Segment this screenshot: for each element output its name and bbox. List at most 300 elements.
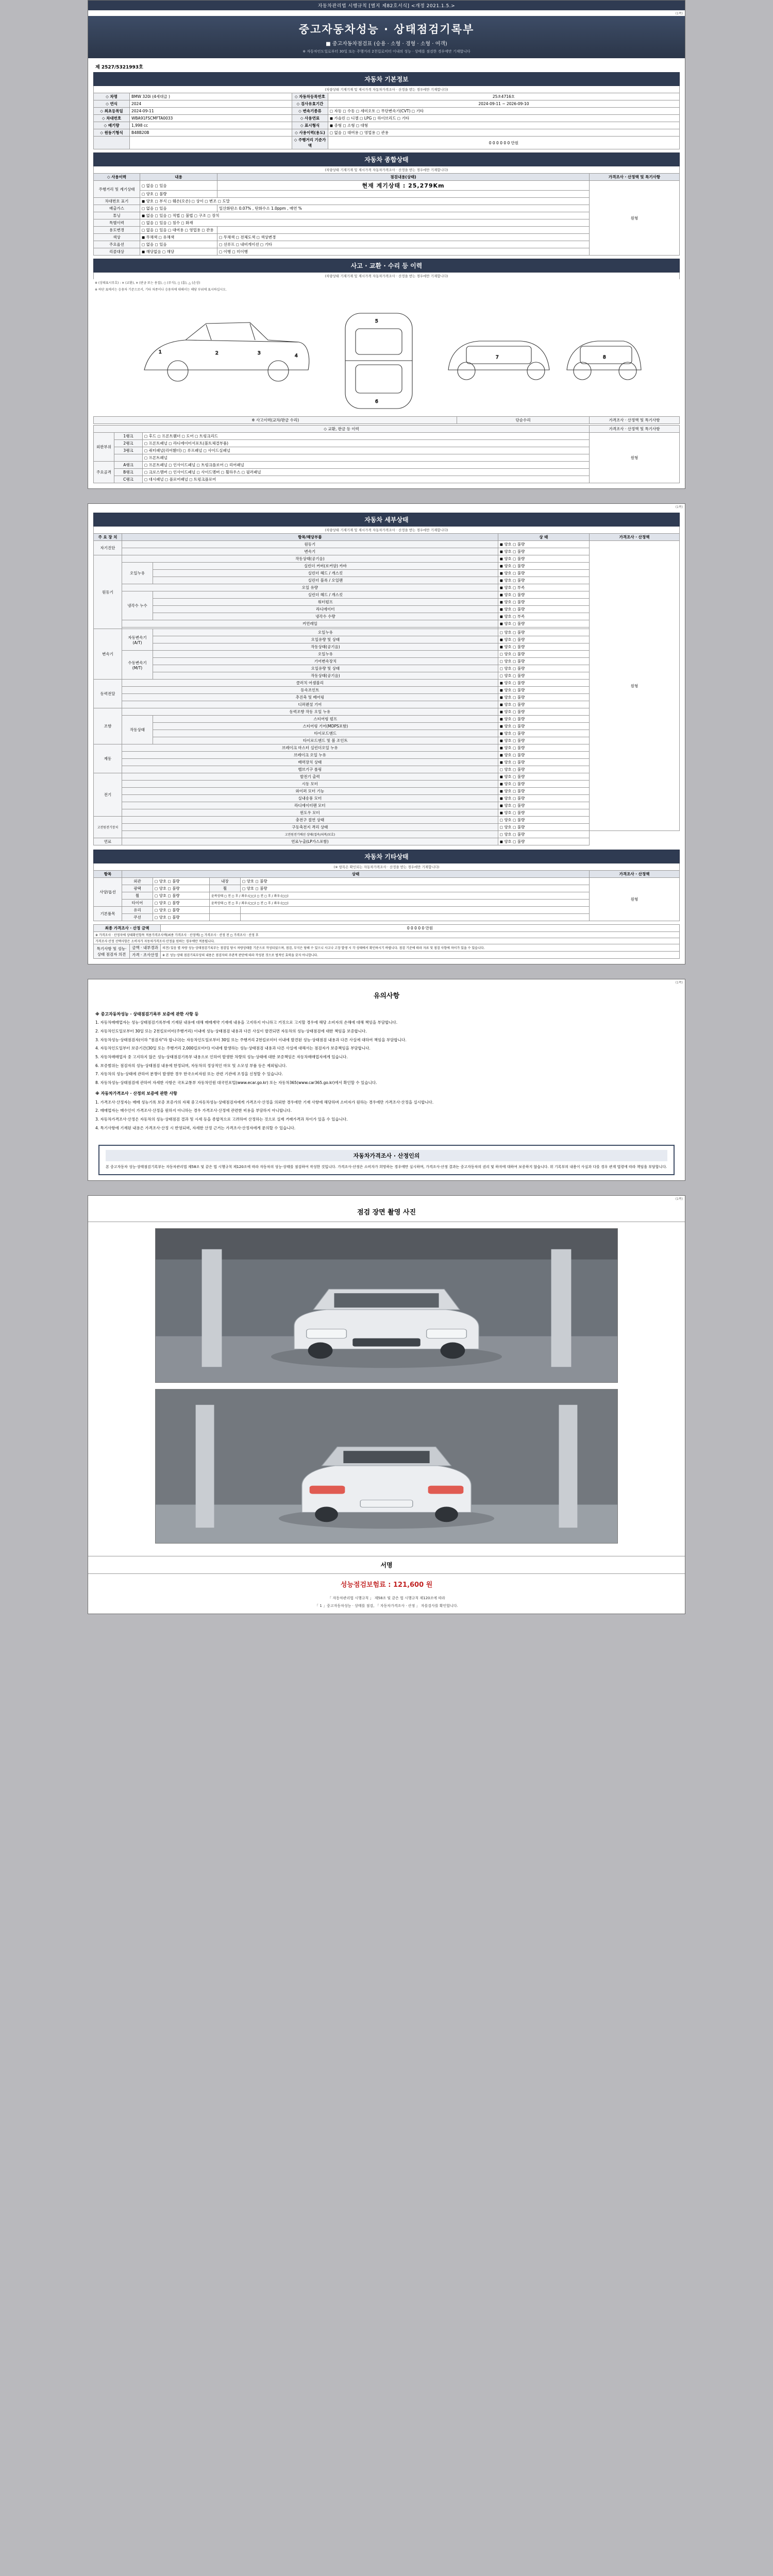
table-row <box>94 115 680 122</box>
insurance-fee-value: 121,600 원 <box>393 1581 433 1589</box>
notice-heading-2: ※ 자동차가격조사 · 산정의 보증에 관한 사항 <box>95 1091 177 1096</box>
part-label: 기어변속장치 <box>153 658 498 665</box>
field-label: ◇ 원동기형식 <box>94 129 130 137</box>
row-state[interactable] <box>217 227 590 234</box>
part-label: 시동 모터 <box>122 781 498 788</box>
sheet-page-1 <box>88 0 685 489</box>
condition-checkboxes[interactable]: ◼ 양호 ◻ 불량 <box>498 555 589 563</box>
footer-line-1: 「 자동차관리법 시행규칙 」 제58조 및 같은 법 시행규칙 제120조에 따라 <box>328 1596 445 1601</box>
section-detail-state-sub: (차량상태 기재기재 및 제시가격 자동차가격조사 · 산정을 받는 경우에만 기재합니다) <box>93 527 680 533</box>
fuel-checkboxes[interactable]: ◼ 가솔린 ◻ 디젤 ◻ LPG ◻ 하이브리드 ◻ 기타 <box>328 115 679 122</box>
svg-text:2: 2 <box>215 351 219 356</box>
part-label: 윈도우 모터 <box>122 809 498 817</box>
col-header-price-note: 가격조사 · 산정액 및 특기사항 <box>590 174 680 181</box>
condition-checkboxes[interactable]: ◼ 양호 ◻ 불량 <box>498 802 589 809</box>
svg-text:6: 6 <box>375 399 378 404</box>
system-transmission: 변속기 <box>94 629 122 680</box>
notice-title: 유의사항 <box>373 992 400 1000</box>
condition-checkboxes[interactable]: ◼ 양호 ◻ 불량 <box>498 599 589 606</box>
subsystem-operation: 작동상태 <box>122 716 153 744</box>
condition-checkboxes[interactable]: ◼ 양호 ◻ 불량 <box>498 643 589 651</box>
page-number-1: (1쪽) <box>675 12 683 15</box>
system-braking: 제동 <box>94 744 122 773</box>
insurance-fee-label: 성능점검보험료 : <box>340 1581 391 1589</box>
other-price-note: 원형 <box>590 878 680 921</box>
part-label: 연료누출(LP가스포함) <box>122 838 498 845</box>
document-title: 중고자동차성능 · 상태점검기록부 <box>298 23 475 36</box>
field-value: 1,998 cc <box>130 122 292 129</box>
table-row <box>94 100 680 108</box>
row-state[interactable]: ◻ 이행 ◻ 미이행 <box>217 248 590 256</box>
svg-text:5: 5 <box>375 319 378 324</box>
part-label: 등속조인트 <box>122 687 498 694</box>
row-state[interactable]: ◻ 무채색 ◻ 전체도색 ◻ 색상변경 <box>217 234 590 241</box>
notice-body <box>88 1004 685 1140</box>
condition-checkboxes[interactable]: ◼ 양호 ◻ 불량 <box>498 570 589 577</box>
system-steering: 조향 <box>94 708 122 744</box>
notice-item-2: 3. 자동차가격조사·산정은 자동차의 성능·상태점검 결과 및 시세 등을 종합적으로 고려하여 산정하는 것으로 실제 거래가격과 차이가 있을 수 있습니다. <box>95 1117 348 1122</box>
car-diagram[interactable] <box>93 293 680 416</box>
row-checkboxes[interactable]: ◼ 없음 ◻ 있음 ◻ 적법 ◻ 불법 ◻ 구조 ◻ 장치 <box>140 212 590 219</box>
group-options: 사양/옵션 <box>94 878 122 907</box>
svg-text:3: 3 <box>258 351 261 356</box>
field-label: ◇ 검사유효기간 <box>292 100 328 108</box>
condition-checkboxes[interactable]: ◻ 양호 ◻ 불량 <box>498 824 589 831</box>
row-checkboxes[interactable]: ◼ 양호 ◻ 부식 ◻ 훼손(오손) ◻ 상이 ◻ 변조 ◻ 도말 <box>140 198 590 205</box>
item-checkboxes[interactable]: ◻ 양호 ◻ 불량 <box>153 892 210 900</box>
condition-checkboxes[interactable]: ◼ 양호 ◻ 불량 <box>498 838 589 845</box>
part-label: 충전구 절연 상태 <box>122 817 498 824</box>
col-header-condition: 상 태 <box>498 534 589 541</box>
notice-item-2: 1. 가격조사·산정자는 매매 성능기록 보증 보증가의 자체 중고자동차성능·상태점검자에게 가격조사·산정을 의뢰한 경우에만 기재 사항에 해당하며 소비자가 원하는 경우에만 가격조사·산정을 실시합니다. <box>95 1099 434 1105</box>
signature-section-title: 서명 <box>88 1556 685 1574</box>
tire-position-checkboxes[interactable]: 윤곽상태 ◻ 전 ◻ 후 / 좌우:(◻◻) ◻ 전 ◻ 후 / 좌우:(◻◻) <box>210 900 590 907</box>
row-label: 튜닝 <box>94 212 140 219</box>
condition-checkboxes[interactable]: ◻ 양호 ◻ 불량 <box>498 665 589 672</box>
part-label: 고전원전기배선 상태(접속/피복/보호) <box>122 831 498 838</box>
other-state-table <box>93 870 680 921</box>
item-blank <box>241 914 590 921</box>
notice-item: 4. 자동차인도일부터 보증기간(30일 또는 주행거리 2,000킬로미터) 이내에 발생하는 성능·상태점검 내용과 다른 사실에 대해서는 점검자가 보증책임을 부담합니다. <box>95 1046 371 1051</box>
part-label: 작동상태(공기음) <box>122 555 498 563</box>
photo-rear-graphic <box>156 1389 617 1543</box>
section-accident-history-sub: (차량상태 기재기재 및 제시가격 자동차가격조사 · 산정을 받는 경우에만 기재합니다) <box>93 273 680 279</box>
part-label: 오일유량 및 상태 <box>153 665 498 672</box>
basic-info-table <box>93 93 680 149</box>
part-label: 타이로드엔드 및 볼 조인트 <box>153 737 498 744</box>
part-label: 실린더 블록 / 오일팬 <box>153 577 498 584</box>
sheet-page-2 <box>88 503 685 964</box>
final-price-value: 0 0 0 0 0 만원 <box>161 925 680 932</box>
svg-text:8: 8 <box>603 355 606 360</box>
part-label: 밸브기구 롤링 <box>122 766 498 773</box>
condition-checkboxes[interactable]: ◼ 양호 ◻ 불량 <box>498 687 589 694</box>
field-value: 25초4716호 <box>328 93 679 100</box>
row-checkboxes[interactable]: ◻ 없음 ◻ 있음 <box>140 181 217 191</box>
part-label: 변속기 <box>122 548 498 555</box>
notice-item: 2. 자동차인도일로부터 30일 또는 2천킬로미터(주행거리) 이내에 성능·상태점검 내용과 다른 사실이 발견되면 자동차의 성능·상태점검에 대한 책임을 보증합니다. <box>95 1029 367 1034</box>
condition-checkboxes[interactable]: ◼ 양호 ◻ 불량 <box>498 788 589 795</box>
field-label: ◇ 사용연료 <box>292 115 328 122</box>
table-row <box>94 129 680 137</box>
table-row <box>94 122 680 129</box>
col-header-part: 항목/해당부품 <box>122 534 498 541</box>
part-label: 냉각수 수량 <box>153 613 498 620</box>
rank-label <box>114 454 143 462</box>
notice-item-2: 4. 특기사항에 기재된 내용은 가격조사·산정 시 반영되며, 자세한 산정 근거는 가격조사·산정자에게 문의할 수 있습니다. <box>95 1125 296 1130</box>
condition-checkboxes[interactable]: ◼ 양호 ◻ 불량 <box>498 548 589 555</box>
detail-state-table <box>93 533 680 845</box>
row-label: 색상 <box>94 234 140 241</box>
parts-price-note-header: 가격조사 · 산정액 및 특기사항 <box>590 426 680 433</box>
item-checkboxes[interactable]: ◻ 양호 ◻ 불량 <box>241 885 590 892</box>
wheel-position-checkboxes[interactable]: 윤곽상태 ◻ 전 ◻ 후 / 좌우:(◻◻) ◻ 전 ◻ 후 / 좌우:(◻◻) <box>210 892 590 900</box>
condition-checkboxes[interactable]: ◼ 양호 ◻ 불량 <box>498 606 589 613</box>
condition-checkboxes[interactable]: ◼ 양호 ◻ 불량 <box>498 730 589 737</box>
condition-checkboxes[interactable]: ◼ 양호 ◻ 불량 <box>498 781 589 788</box>
declaration-title: 자동차가격조사 · 산정인의 <box>106 1150 667 1161</box>
document-subnote: ※ 자동차인도일로부터 30일 또는 주행거리 2천킬로미터 이내의 성능 · 상태를 점검한 경우에만 기재합니다 <box>303 49 470 54</box>
row-checkboxes[interactable]: ◼ 해당없음 ◻ 해당 <box>140 248 217 256</box>
condition-checkboxes[interactable]: ◼ 양호 ◻ 불량 <box>498 577 589 584</box>
condition-checkboxes[interactable]: ◼ 양호 ◻ 불량 <box>498 744 589 752</box>
condition-checkboxes[interactable]: ◻ 양호 ◻ 불량 <box>498 817 589 824</box>
rank-label: 3랭크 <box>114 447 143 454</box>
row-label: 주행거리 및 계기상태 <box>94 181 140 198</box>
row-checkboxes[interactable]: ◼ 무채색 ◻ 유채색 <box>140 234 217 241</box>
detail-price-note: 원형 <box>590 541 680 831</box>
table-row <box>94 108 680 115</box>
parts-checkboxes[interactable]: ◻ 크로스멤버 ◻ 인사이드패널 ◻ 사이드멤버 ◻ 휠하우스 ◻ 필러패널 <box>143 469 590 476</box>
section-overall-state-sub: (차량상태 기재기재 및 제시가격 자동차가격조사 · 산정을 받는 경우에만 기재합니다) <box>93 166 680 173</box>
photo-front-graphic <box>156 1229 617 1382</box>
opinion-row-text: ※ 본 성능·상태 점검기록부상의 내용은 점검자의 주관적 판단에 따라 작성된 것으로 법적인 효력을 갖지 아니합니다. <box>161 952 680 959</box>
photo-list <box>88 1222 685 1556</box>
item-blank <box>210 914 241 921</box>
item-label: 유리 <box>122 907 153 914</box>
field-value <box>130 137 292 149</box>
parts-checkboxes[interactable]: ◻ 후드 ◻ 프론트휀더 ◻ 도어 ◻ 트렁크리드 <box>143 433 590 440</box>
part-label: 라디에이터 <box>153 606 498 613</box>
row-label: 배출가스 <box>94 205 140 212</box>
svg-text:1: 1 <box>159 350 162 355</box>
parts-title: ◇ 교환, 판금 등 이력 <box>94 426 590 433</box>
table-row <box>94 838 680 845</box>
condition-checkboxes[interactable]: ◼ 양호 ◻ 불량 <box>498 563 589 570</box>
part-label: 발전기 출력 <box>122 773 498 781</box>
row-label: 특별이력 <box>94 219 140 227</box>
photo-section-title: 점검 장면 촬영 사진 <box>88 1201 685 1222</box>
part-label: 타이로드엔드 <box>153 730 498 737</box>
part-label: 배력장치 상태 <box>122 759 498 766</box>
item-checkboxes[interactable]: ◻ 양호 ◻ 불량 <box>241 878 590 885</box>
inspector-opinion-label: 특기사항 및 성능·상태 점검자 의견 <box>94 944 130 959</box>
col-header-item-group: 항목 <box>94 871 122 878</box>
final-price-title: 최종 가격조사 · 산정 금액 <box>94 925 161 932</box>
condition-checkboxes[interactable]: ◼ 양호 ◻ 불량 <box>498 636 589 643</box>
declaration-text: 본 중고자동차 성능·상태점검기록부는 자동차관리법 제58조 및 같은 법 시행규칙 제120조에 따라 자동차의 성능·상태를 점검하여 작성한 것입니다. 가격조사·산정은 소비자가 희망하는 경우에만 실시하며, 가격조사·산정 결과는 중고자동차의 권리 및 하자에 대하여 보증하지 않습니다. 위 기록부의 내용이 사실과 다를 경우 관계 법령에 따라 책임을 부담합니다. <box>106 1165 667 1170</box>
section-basic-info-sub: (차량상태 기재기재 및 제시가격 자동차가격조사 · 산정을 받는 경우에만 기재합니다) <box>93 86 680 93</box>
col-header-major-system: 주 요 장 치 <box>94 534 122 541</box>
table-row <box>94 426 680 433</box>
item-checkboxes[interactable]: ◻ 양호 ◻ 불량 <box>153 878 210 885</box>
form-reference-bar: 자동차관리법 시행규칙 [별지 제82호서식] <개정 2021.1.5.> <box>88 1 685 10</box>
part-label: 실린더 헤드 / 개스킷 <box>153 591 498 599</box>
table-row <box>94 944 680 952</box>
condition-checkboxes[interactable]: ◻ 양호 ◻ 불량 <box>498 651 589 658</box>
symbol-legend-note-2: ※ 하단 표에서는 승용차 기준으로서, 기타 차종이나 승용차에 대해서는 해당 부위에 표시하십시오. <box>95 288 227 292</box>
table-row <box>94 181 680 191</box>
part-label: 오일유량 및 상태 <box>153 636 498 643</box>
row-state <box>217 191 590 198</box>
replaced-parts-table <box>93 425 680 483</box>
subsystem-auto-transmission: 자동변속기(A/T) <box>122 629 153 651</box>
col-header-content: 내용 <box>140 174 217 181</box>
odometer-reading: 현재 계기상태 : 25,279Km <box>217 181 590 191</box>
notice-item: 5. 자동차매매업자 중 고지하지 않은 성능·상태점검기록부 내용으로 인하여 발생한 차량의 성능·상태에 대한 보증책임은 자동차매매업자에게 있습니다. <box>95 1054 348 1059</box>
notice-item-2: 2. 매매업자는 매수인이 가격조사·산정을 원하지 아니하는 경우 가격조사·산정에 관련한 비용을 부담하지 아니합니다. <box>95 1108 292 1113</box>
row-checkboxes[interactable]: ◻ 없음 ◻ 있음 <box>140 205 217 212</box>
legend-mid: 단순수리 <box>457 417 590 424</box>
notice-item: 7. 자동차의 성능·상태에 관하여 분쟁이 발생한 경우 한국소비자원 또는 관련 기관에 조정을 신청할 수 있습니다. <box>95 1072 283 1077</box>
condition-checkboxes[interactable]: ◼ 양호 ◻ 불량 <box>498 773 589 781</box>
rank-label: 1랭크 <box>114 433 143 440</box>
field-value: 2024 <box>130 100 292 108</box>
item-label: 광택 <box>122 885 153 892</box>
row-checkboxes[interactable]: ◻ 없음 ◻ 있음 ◻ 대여용 ◻ 영업용 ◻ 관용 <box>140 227 217 234</box>
part-label: 라디에이터팬 모터 <box>122 802 498 809</box>
parts-price-note: 원형 <box>590 433 680 483</box>
condition-checkboxes[interactable]: ◼ 양호 ◻ 불량 <box>498 541 589 548</box>
opinion-row-label: 금액 · 내부경과 <box>130 944 161 952</box>
rank-label: B랭크 <box>114 469 143 476</box>
table-header-row <box>94 534 680 541</box>
legend-right: 가격조사 · 산정액 및 특기사항 <box>590 417 680 424</box>
final-price-note-1: ※ 가격조사 · 산정자에 상태확인항목 적용가격조사액(최종 가격조사 · 산정액) ◻ 가격조사 · 산정 전 ◻ 가격조사 · 산정 후 <box>94 932 680 938</box>
insurance-fee-line <box>88 1574 685 1594</box>
field-value: B48B20B <box>130 129 292 137</box>
system-high-voltage: 고전원전기장치 <box>94 817 122 838</box>
table-header-row <box>94 871 680 878</box>
rank-label: A랭크 <box>114 462 143 469</box>
transmission-checkboxes[interactable]: ◻ 자동 ◻ 수동 ◻ 세미오토 ◻ 무단변속기(CVT) ◻ 기타 <box>328 108 679 115</box>
notice-item: 3. 자동차성능·상태점검자(이하 "점검자"라 합니다)는 자동차인도일로부터 30일 또는 주행거리 2천킬로미터 이내에 발견된 성능·상태점검 내용과 다른 사실에 대하여 책임을 부담합니다. <box>95 1037 407 1042</box>
legend-left: ※ 사고이력(교차/판금 수리) <box>94 417 457 424</box>
condition-checkboxes[interactable]: ◼ 양호 ◻ 불량 <box>498 680 589 687</box>
opinion-row-text: 의견) 있음 별 차량 성능·상태점검기록부는 점검일 당시 차량상태를 기준으로 작성되었으며, 점검, 부식은 당해 수 있으니 사고나 고장 발생 시 각 상태에서 확인하시기 바랍니다. 점검 기준에 따라 자료 및 점검 사항에 차이가 있을 수 있습니다. <box>161 944 680 952</box>
section-accident-history-title: 사고 · 교환 · 수리 등 이력 <box>93 259 680 273</box>
row-label: 주요옵션 <box>94 241 140 248</box>
inspection-photo-front[interactable] <box>155 1228 618 1383</box>
notice-heading-1: ※ 중고자동차성능 · 상태점검기록부 보증에 관한 사항 등 <box>95 1012 199 1016</box>
group-basic-items: 기본품목 <box>94 907 122 921</box>
row-checkboxes[interactable]: ◻ 없음 ◻ 있음 ◻ 침수 ◻ 화재 <box>140 219 590 227</box>
condition-checkboxes[interactable]: ◻ 양호 ◻ 불량 <box>498 766 589 773</box>
field-label: ◇ 차명 <box>94 93 130 100</box>
condition-checkboxes[interactable]: ◼ 양호 ◻ 불량 <box>498 620 589 628</box>
part-label: 오일누유 <box>153 629 498 636</box>
condition-checkboxes[interactable]: ◻ 양호 ◻ 불량 <box>498 629 589 636</box>
part-label: 동력조향 작동 오일 누유 <box>122 708 498 716</box>
condition-checkboxes[interactable]: ◻ 양호 ◻ 불량 <box>498 658 589 665</box>
parts-checkboxes[interactable]: ◻ 쿼터패널(리어휀더) ◻ 루프패널 ◻ 사이드실패널 <box>143 447 590 454</box>
final-price-table <box>93 924 680 959</box>
section-basic-info-title: 자동차 기본정보 <box>93 72 680 86</box>
part-label: 스티어링 펌프 <box>153 716 498 723</box>
subsystem-coolant-leak: 냉각수 누수 <box>122 591 153 620</box>
table-row <box>94 433 680 440</box>
condition-checkboxes[interactable]: ◼ 양호 ◻ 불량 <box>498 795 589 802</box>
declaration-box <box>98 1145 675 1175</box>
system-powertrain: 동력전달 <box>94 680 122 708</box>
car-diagram-svg <box>129 293 644 414</box>
item-label: 휠 <box>210 885 241 892</box>
part-label: 와이퍼 모터 기능 <box>122 788 498 795</box>
table-header-row <box>94 174 680 181</box>
table-row <box>94 541 680 548</box>
section-overall-state-title: 자동차 종합상태 <box>93 152 680 166</box>
field-label: ◇ 최초등록일 <box>94 108 130 115</box>
condition-checkboxes[interactable]: ◼ 양호 ◻ 불량 <box>498 759 589 766</box>
svg-text:7: 7 <box>496 355 499 360</box>
condition-checkboxes[interactable]: ◼ 양호 ◻ 불량 <box>498 716 589 723</box>
subsystem-oil-leak: 오일누유 <box>122 563 153 584</box>
item-checkboxes[interactable]: ◻ 양호 ◻ 불량 <box>153 914 210 921</box>
group-frame: 주요골격 <box>94 462 114 483</box>
part-label: 커먼레일 <box>122 620 498 628</box>
field-label: ◇ 자동차등록번호 <box>292 93 328 100</box>
page-number-3: (1쪽) <box>675 981 683 985</box>
condition-checkboxes[interactable]: ◼ 양호 ◻ 불량 <box>498 737 589 744</box>
item-label: 타이어 <box>122 900 153 907</box>
emission-values: 일산화탄소 0.07% , 탄화수소 1.0ppm , 매연 % <box>217 205 590 212</box>
condition-checkboxes[interactable]: ◼ 양호 ◻ 부족 <box>498 584 589 591</box>
part-label: 작동상태(공기음) <box>153 672 498 680</box>
row-checkboxes[interactable]: ◻ 없음 ◻ 있음 <box>140 241 217 248</box>
table-row <box>94 938 680 944</box>
row-label: 용도변경 <box>94 227 140 234</box>
item-blank <box>241 907 590 914</box>
sheet-page-3 <box>88 979 685 1181</box>
document-subtitle: ■ 중고자동차점검표 (승용 · 소형 · 경형 · 소형 · 여객) <box>326 41 447 47</box>
condition-checkboxes[interactable]: ◻ 양호 ◻ 불량 <box>498 831 589 838</box>
table-row <box>94 952 680 959</box>
table-row <box>94 831 680 838</box>
table-row <box>94 137 680 149</box>
document-number-value: 2527/5321993호 <box>101 65 143 70</box>
document-title-band <box>88 16 685 58</box>
part-label: 실내송풍 모터 <box>122 795 498 802</box>
condition-checkboxes[interactable]: ◼ 양호 ◻ 불량 <box>498 708 589 716</box>
field-label: ◇ 배기량 <box>94 122 130 129</box>
field-label <box>94 137 130 149</box>
parts-checkboxes[interactable]: ◻ 프론트패널 ◻ 라디에이터서포트(볼트체결부품) <box>143 440 590 447</box>
section-other-state-sub: (※ 항목은 확인되는 자동차가격조사 · 산정을 받는 경우에만 기재합니다) <box>93 863 680 870</box>
field-value: BMW 320i (4세대급 ) <box>130 93 292 100</box>
sheet-page-4 <box>88 1195 685 1614</box>
item-label: 외관 <box>122 878 153 885</box>
part-label: 스티어링 기어(MDPS포함) <box>153 723 498 730</box>
condition-checkboxes[interactable]: ◼ 양호 ◻ 불량 <box>498 694 589 701</box>
field-value: 2024-09-11 ~ 2026-09-10 <box>328 100 679 108</box>
part-label: 작동상태(공기음) <box>153 643 498 651</box>
usage-checkboxes[interactable]: ◻ 없음 ◻ 대여용 ◻ 영업용 ◻ 관용 <box>328 129 679 137</box>
parts-checkboxes[interactable]: ◻ 프론트패널 <box>143 454 590 462</box>
notice-item: 6. 보증범위는 점검자의 성능·상태점검 내용에 한정되며, 자동차의 정상적인 마모 및 소모성 부품 등은 제외됩니다. <box>95 1063 287 1068</box>
row-checkboxes[interactable]: ◻ 양호 ◻ 불량 <box>140 191 217 198</box>
section-detail-state-title: 자동차 세부상태 <box>93 513 680 527</box>
part-label: 원동기 <box>122 541 498 548</box>
part-label: 추진축 및 베어링 <box>122 694 498 701</box>
field-label: ◇ 변속기종류 <box>292 108 328 115</box>
item-checkboxes[interactable]: ◻ 양호 ◻ 불량 <box>153 885 210 892</box>
vehicle-class-checkboxes[interactable]: ◼ 중형 ◻ 소형 ◻ 대형 <box>328 122 679 129</box>
field-value: 2024-09-11 <box>130 108 292 115</box>
page-number-2: (1쪽) <box>675 505 683 509</box>
rank-label: C랭크 <box>114 476 143 483</box>
item-label: 내장 <box>210 878 241 885</box>
condition-checkboxes[interactable]: ◼ 양호 ◻ 부족 <box>498 613 589 620</box>
part-label: 실린더 커버(로커암) 카바 <box>153 563 498 570</box>
accident-legend-table <box>93 416 680 424</box>
rank-label: 2랭크 <box>114 440 143 447</box>
item-checkboxes[interactable]: ◻ 양호 ◻ 불량 <box>153 900 210 907</box>
table-row <box>94 93 680 100</box>
page-number-4: (1쪽) <box>675 1197 683 1201</box>
condition-checkboxes[interactable]: ◼ 양호 ◻ 불량 <box>498 809 589 817</box>
notice-item: 1. 자동차매매업자는 성능·상태점검기록부에 기재된 내용에 대해 매매계약 기재에 내용을 고지하지 아니하고 거짓으로 고지할 경우에 해당 소비자의 손해에 대해 책임을 부담합니다. <box>95 1020 398 1025</box>
table-row <box>94 417 680 424</box>
col-header-other-price: 가격조사 · 산정액 <box>590 871 680 878</box>
condition-checkboxes[interactable]: ◻ 양호 ◻ 불량 <box>498 672 589 680</box>
col-header-category: ◇ 사용이력 <box>94 174 140 181</box>
table-row <box>94 932 680 938</box>
row-state[interactable]: ◻ 선루프 ◻ 내비게이션 ◻ 기타 <box>217 241 590 248</box>
opinion-row-label: 가격 · 조사산정 <box>130 952 161 959</box>
field-label: ◇ 차대번호 <box>94 115 130 122</box>
condition-checkboxes[interactable]: ◼ 양호 ◻ 불량 <box>498 591 589 599</box>
part-label: 구동축전지 격리 상태 <box>122 824 498 831</box>
parts-checkboxes[interactable]: ◻ 프론트패널 ◻ 인사이드패널 ◻ 트렁크플로어 ◻ 리어패널 <box>143 462 590 469</box>
table-row <box>94 925 680 932</box>
condition-checkboxes[interactable]: ◼ 양호 ◻ 불량 <box>498 701 589 708</box>
item-label: 휠 <box>122 892 153 900</box>
part-label: 디퍼렌셜 기어 <box>122 701 498 708</box>
part-label: 워터펌프 <box>153 599 498 606</box>
item-blank <box>210 907 241 914</box>
row-label: 리콜대상 <box>94 248 140 256</box>
item-label: 쿠션 <box>122 914 153 921</box>
system-electrical: 전기 <box>94 773 122 817</box>
condition-checkboxes[interactable]: ◼ 양호 ◻ 불량 <box>498 723 589 730</box>
parts-checkboxes[interactable]: ◻ 대시패널 ◻ 플로어패널 ◻ 트렁크플로어 <box>143 476 590 483</box>
price-base-value: 0 0 0 0 0 0 만원 <box>328 137 679 149</box>
item-checkboxes[interactable]: ◻ 양호 ◻ 불량 <box>153 907 210 914</box>
part-label: 브레이크 오일 누유 <box>122 752 498 759</box>
row-label: 차대번호 표기 <box>94 198 140 205</box>
inspection-photo-rear[interactable] <box>155 1389 618 1544</box>
part-label: 브레이크 마스터 실린더오일 누유 <box>122 744 498 752</box>
footer-line-2: 「 1 」중고자동차성능 · 상태를 점검, 「 자동차가격조사 · 산정 」 자를검사를 확인합니다. <box>315 1604 458 1608</box>
part-label: 오일누유 <box>153 651 498 658</box>
col-header-price: 가격조사 · 산정액 <box>590 534 680 541</box>
subsystem-manual-transmission: 수동변속기(M/T) <box>122 651 153 680</box>
system-fuel: 연료 <box>94 838 122 845</box>
system-engine: 원동기 <box>94 555 122 629</box>
condition-checkboxes[interactable]: ◼ 양호 ◻ 불량 <box>498 752 589 759</box>
col-header-item-state: 상태 <box>122 871 590 878</box>
col-header-state: 점검내용(상태) <box>217 174 590 181</box>
